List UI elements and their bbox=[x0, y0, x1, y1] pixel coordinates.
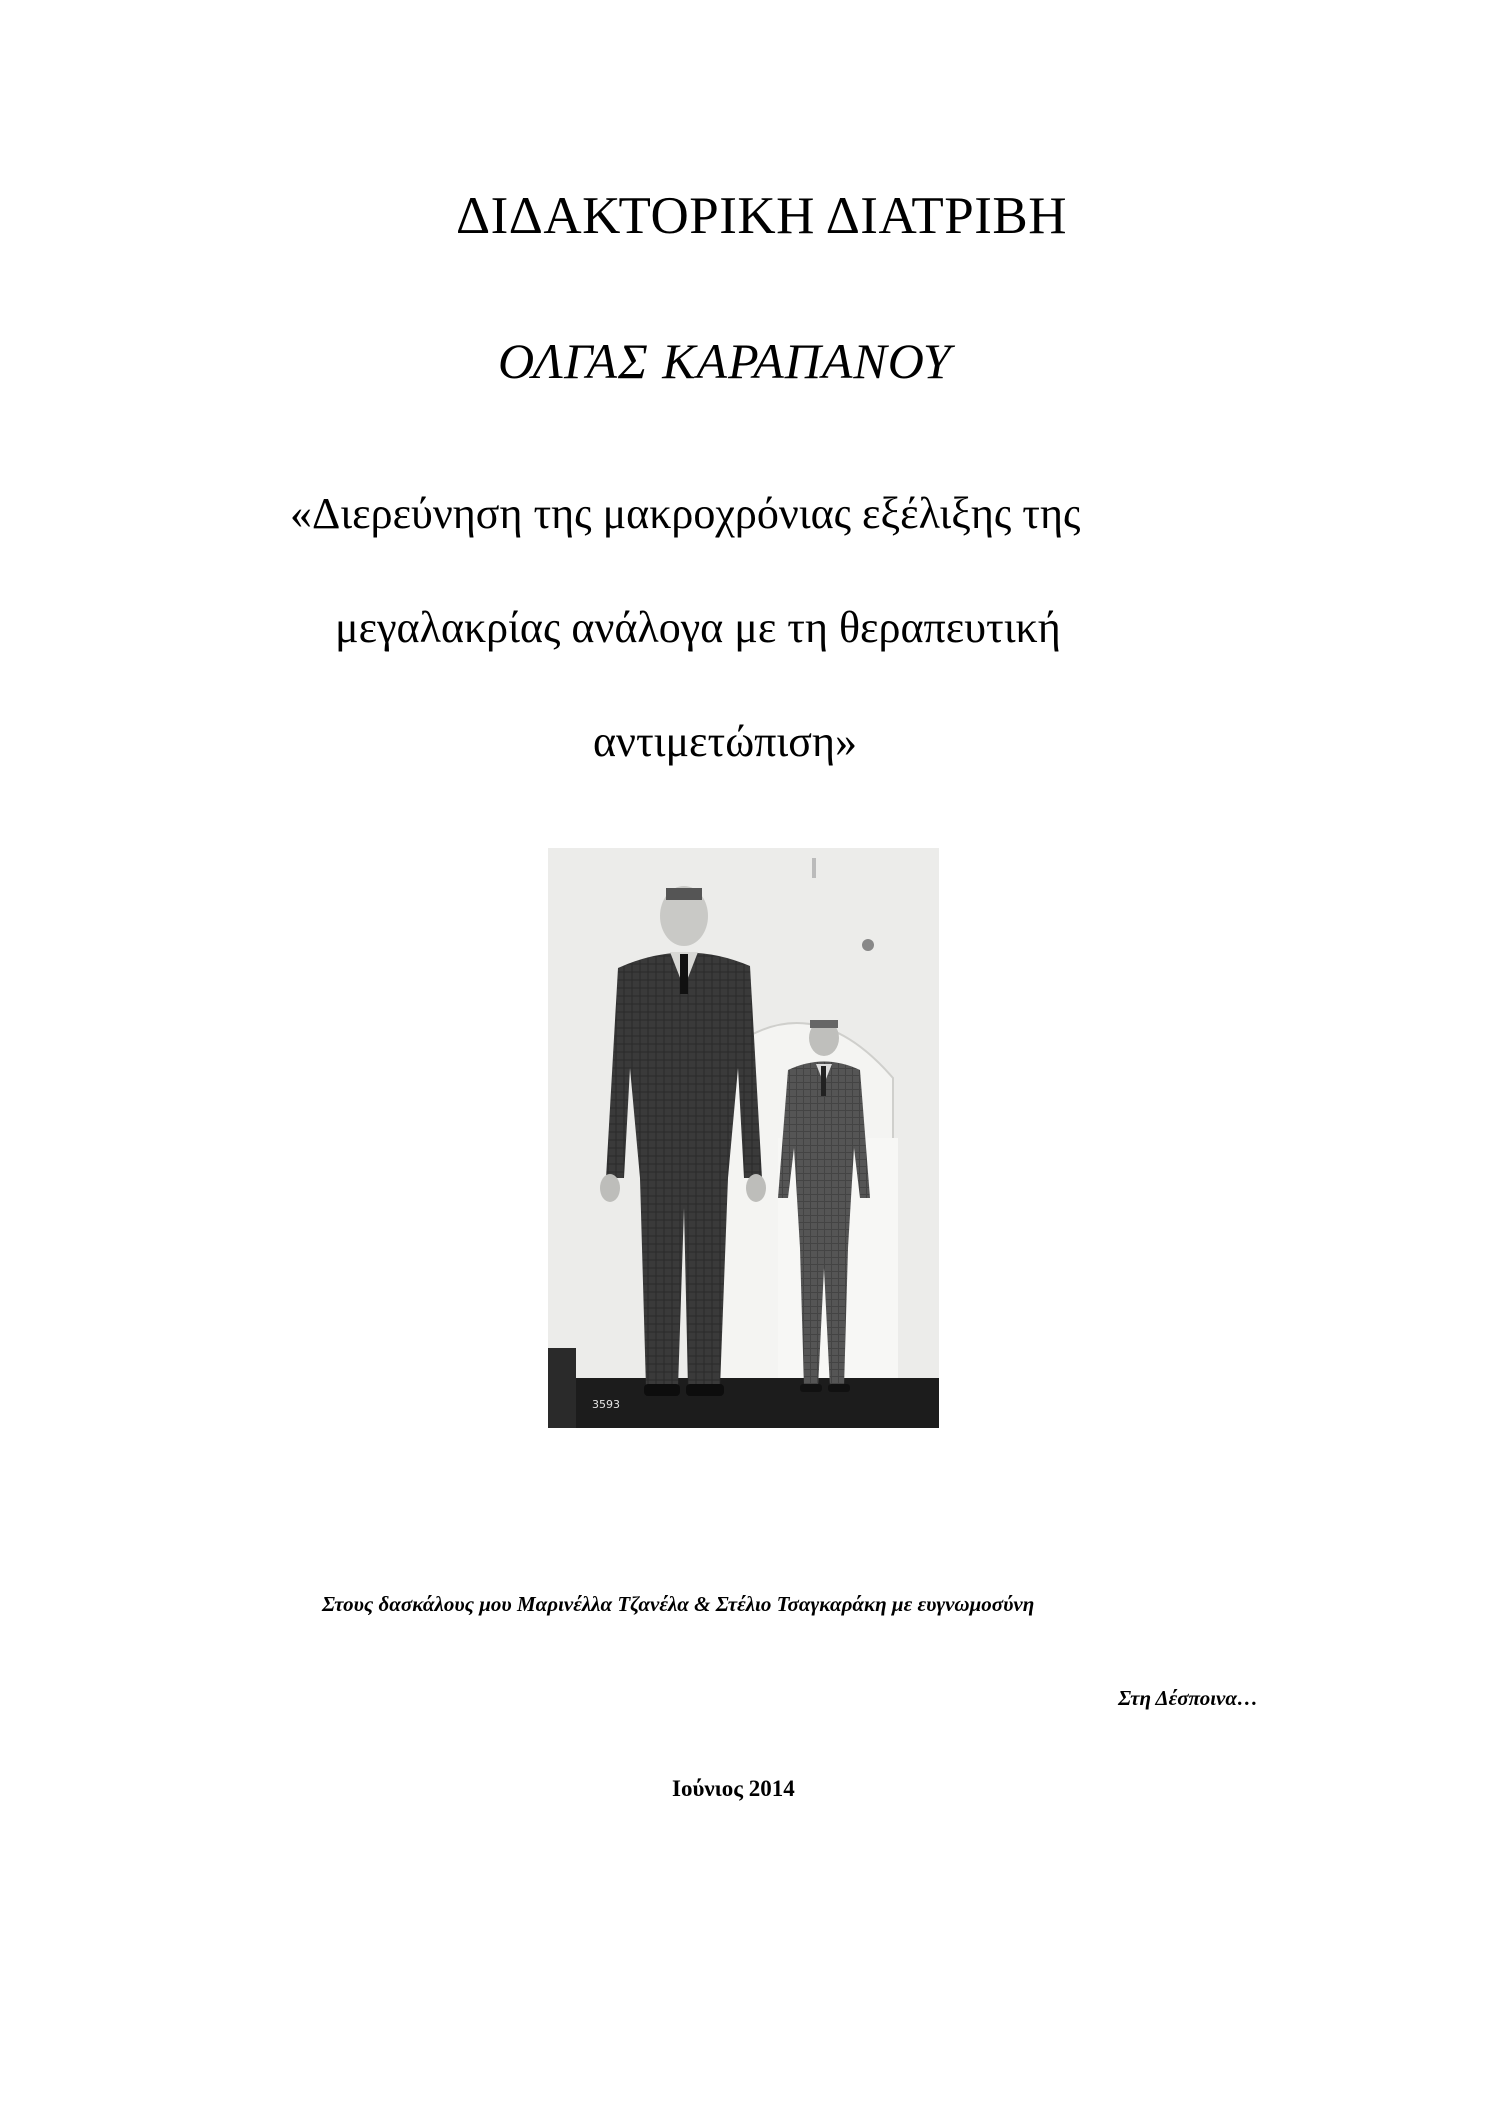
thesis-title-line-1: «Διερεύνηση της μακροχρόνιας εξέλιξης της bbox=[290, 489, 1081, 538]
dedication-text: Στους δασκάλους μου Μαρινέλλα Τζανέλα & Στέλιο Τσαγκαράκη με ευγνωμοσύνη bbox=[322, 1592, 1035, 1616]
second-dedication-text: Στη Δέσποινα… bbox=[1118, 1686, 1258, 1710]
author-name: ΟΛΓΑΣ ΚΑΡΑΠΑΝΟΥ bbox=[498, 333, 952, 389]
cover-photo bbox=[548, 848, 939, 1428]
document-type-heading: ΔΙΔΑΚΤΟΡΙΚΗ ΔΙΑΤΡΙΒΗ bbox=[456, 187, 1068, 245]
photo-number: 3593 bbox=[592, 1398, 620, 1411]
publication-date: Ιούνιος 2014 bbox=[672, 1776, 795, 1801]
thesis-title-line-3: αντιμετώπιση» bbox=[593, 717, 857, 766]
thesis-title-line-2: μεγαλακρίας ανάλογα με τη θεραπευτική bbox=[335, 603, 1061, 652]
